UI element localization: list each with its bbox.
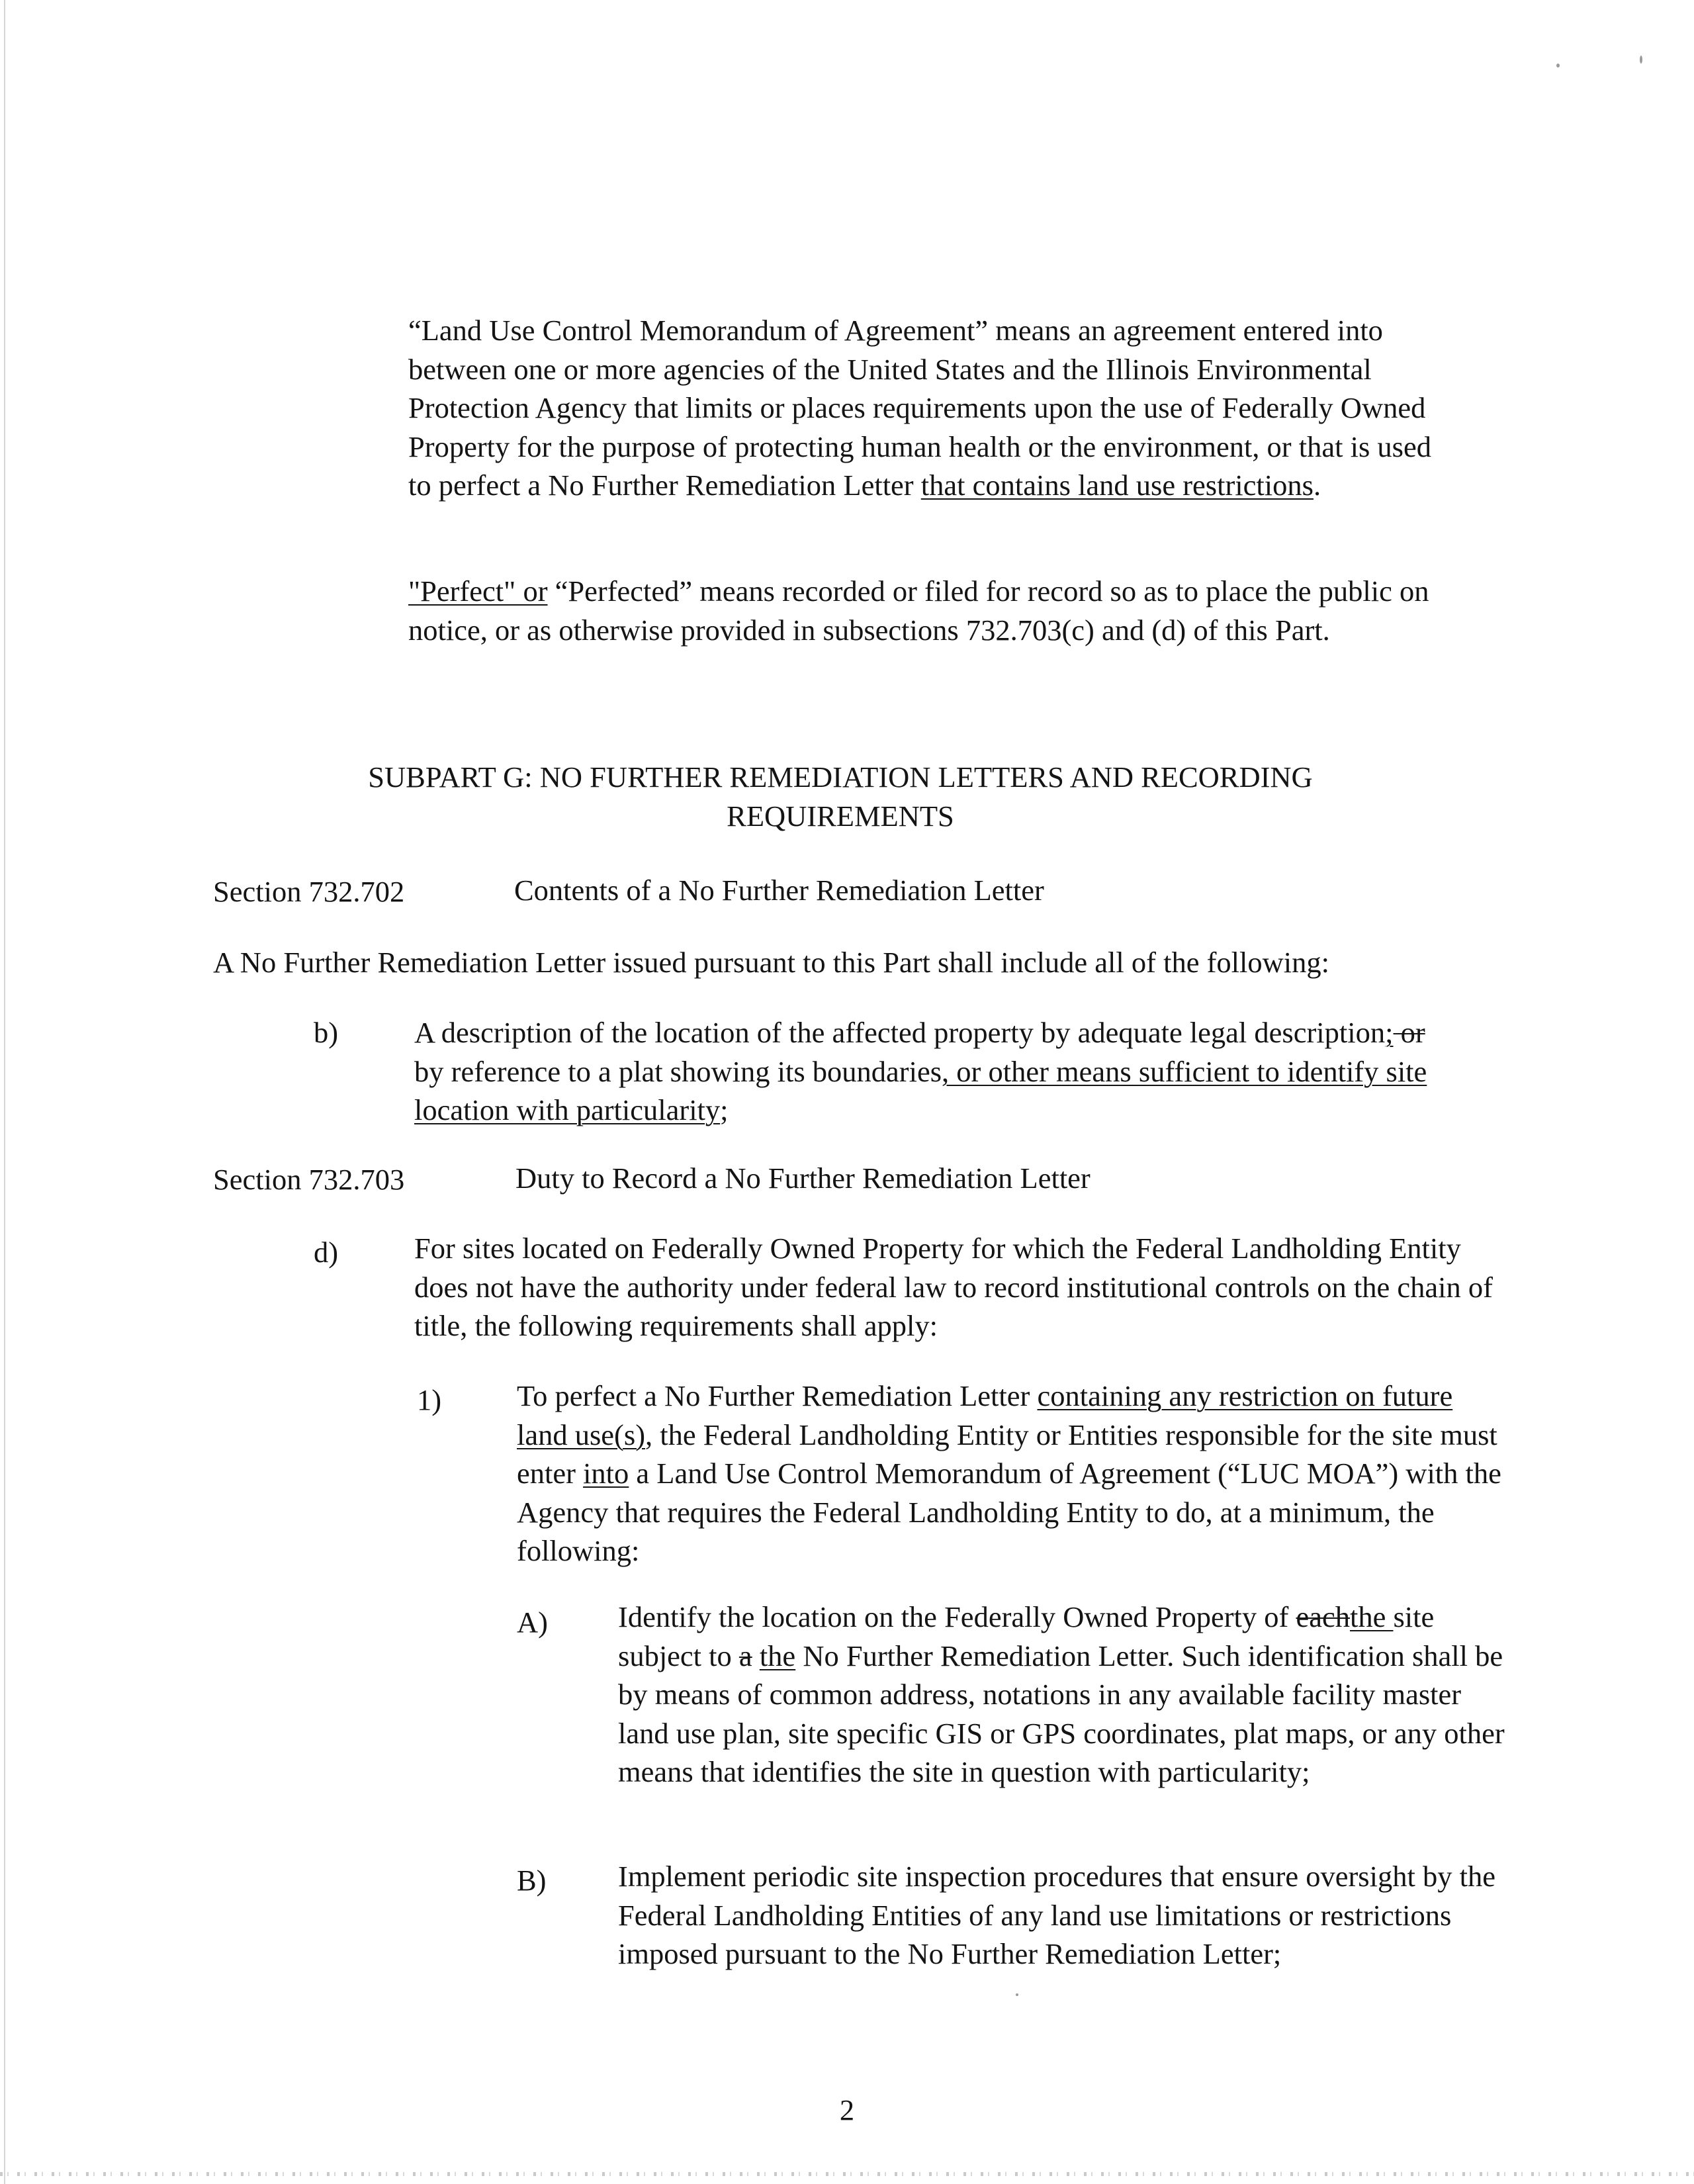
inserted-text: that contains land use restrictions (920, 469, 1314, 502)
scan-speck (1016, 1993, 1018, 1996)
item-A-text: Identify the location on the Federally Owned Property of (618, 1600, 1296, 1633)
inserted-text: , or other means sufficient to identify site location with particularity (414, 1054, 1427, 1126)
item-A-text-3: No Further Remediation Letter. Such identification shall be by means of common address, notations in any available facility master land use plan, site specific GIS or GPS coordinates, plat maps, or any other means that identifies the site in question with particularity; (618, 1639, 1505, 1788)
section-number: Section 732.703 (213, 1163, 405, 1196)
inserted-text: the (759, 1639, 796, 1672)
item-d: For sites located on Federally Owned Property for which the Federal Landholding Entity does not have the authority under federal law to record institutional controls on the chain of title, the following requirements shall apply: (414, 1232, 1493, 1342)
item-B: Implement periodic site inspection procedures that ensure oversight by the Federal Landholding Entities of any land use limitations or restrictions imposed pursuant to the No Further Remediation Letter; (618, 1860, 1495, 1970)
definition-luc-moa-text: “Land Use Control Memorandum of Agreement” means an agreement entered into between one or more agencies of the United States and the Illinois Environmental Protection Agency that limits or places requirements upon the use of Federally Owned Property for the purpose of protecting human health or the environment, or that is used to perfect a No Further Remediation Letter (408, 314, 1431, 502)
definition-luc-moa (408, 311, 1454, 505)
inserted-text: the (1349, 1600, 1394, 1633)
scan-speck (1556, 64, 1560, 68)
item-label-1: 1) (417, 1383, 442, 1416)
subpart-heading-line2: REQUIREMENTS (727, 799, 954, 833)
item-1-text-2: , the Federal Landholding Entity or Entities responsible for the site must enter (517, 1418, 1497, 1490)
section-title: Contents of a No Further Remediation Letter (514, 874, 1044, 907)
item-1-text: To perfect a No Further Remediation Letter (517, 1379, 1038, 1412)
inserted-text: "Perfect" or (408, 574, 548, 608)
deleted-text: each (1296, 1600, 1350, 1633)
item-A-text-2: site subject to (618, 1600, 1435, 1672)
page-number: 2 (839, 2093, 855, 2126)
item-label-A: A) (517, 1606, 548, 1639)
item-A-space (752, 1639, 760, 1672)
page-edge (4, 0, 5, 2184)
item-label-d: d) (314, 1236, 339, 1269)
deleted-text: a (738, 1639, 752, 1672)
item-b-text-3: ; (720, 1093, 729, 1126)
definition-perfect (408, 572, 1454, 649)
inserted-text: ; (1385, 1016, 1394, 1049)
item-b (414, 1013, 1447, 1130)
inserted-text: containing any restriction on future land use(s) (517, 1379, 1453, 1451)
deleted-text: or (1393, 1016, 1425, 1049)
item-1 (517, 1377, 1509, 1570)
definition-perfect-text: “Perfected” means recorded or filed for record so as to place the public on notice, or as otherwise provided in subsections 732.703(c) and (d) of this Part. (408, 574, 1429, 647)
item-1-text-3: a Land Use Control Memorandum of Agreement (“LUC MOA”) with the Agency that requires the Federal Landholding Entity to do, at a minimum, the following: (517, 1457, 1501, 1567)
inserted-text: into (583, 1457, 629, 1490)
item-b-text: A description of the location of the affected property by adequate legal description (414, 1016, 1386, 1049)
item-label-B: B) (517, 1864, 547, 1897)
section-intro: A No Further Remediation Letter issued pursuant to this Part shall include all of the following: (213, 946, 1330, 979)
item-A (618, 1598, 1505, 1792)
section-number: Section 732.702 (213, 875, 405, 908)
scan-artifact-strip (0, 2172, 1694, 2176)
item-label-b: b) (314, 1016, 339, 1049)
scan-speck (1640, 56, 1642, 64)
section-title: Duty to Record a No Further Remediation Letter (515, 1161, 1091, 1195)
item-b-text-2: by reference to a plat showing its boundaries (414, 1054, 942, 1088)
definition-luc-moa-end: . (1313, 469, 1321, 502)
subpart-heading-line1: SUBPART G: NO FURTHER REMEDIATION LETTERS AND RECORDING (368, 760, 1313, 794)
